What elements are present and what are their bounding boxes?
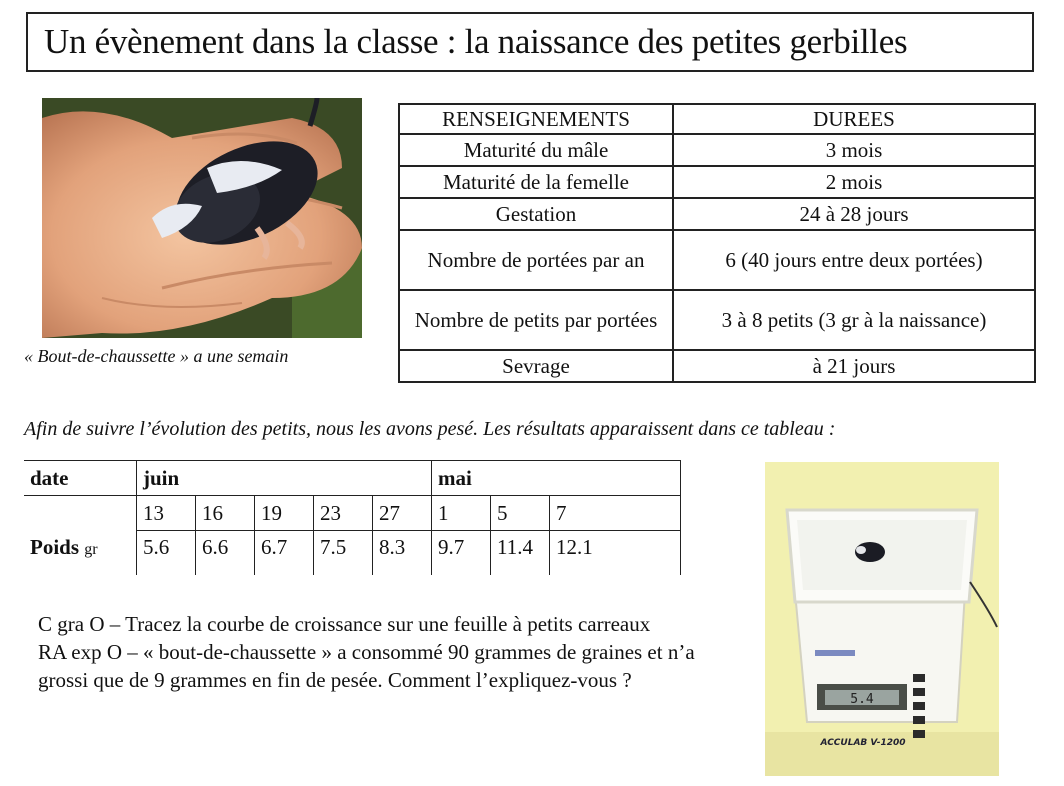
weight-cell: 6.7 (255, 531, 314, 576)
intro-text: Afin de suivre l’évolution des petits, nous les avons pesé. Les résultats apparaissent dans ce tableau : (24, 418, 836, 440)
weight-label: Poids gr (24, 531, 137, 576)
info-value: 3 mois (673, 134, 1035, 166)
instruction-question: RA exp O – « bout-de-chaussette » a consommé 90 grammes de graines et n’a grossi que de 9 grammes en fin de pesée. Comment l’expliquez-vous ? (38, 640, 695, 692)
day-cell: 7 (550, 496, 681, 531)
day-cell: 5 (491, 496, 550, 531)
weight-cell: 11.4 (491, 531, 550, 576)
gerbil-in-hand-photo (42, 98, 362, 338)
month-mai: mai (432, 461, 681, 496)
weight-cell: 5.6 (137, 531, 196, 576)
weight-cell: 6.6 (196, 531, 255, 576)
scale-brand: ACCULAB V-1200 (820, 738, 906, 748)
scale-photo (765, 462, 999, 776)
weight-cell: 12.1 (550, 531, 681, 576)
info-row (399, 166, 1035, 198)
info-label: Maturité de la femelle (399, 166, 673, 198)
info-row (399, 290, 1035, 350)
info-value: 24 à 28 jours (673, 198, 1035, 230)
weight-cell: 9.7 (432, 531, 491, 576)
weights-table (24, 460, 681, 575)
info-label: Maturité du mâle (399, 134, 673, 166)
weights-day-row (24, 496, 681, 531)
day-cell: 27 (373, 496, 432, 531)
date-label: date (24, 461, 137, 496)
info-row (399, 134, 1035, 166)
page-title: Un évènement dans la classe : la naissance des petites gerbilles (44, 22, 908, 61)
month-juin: juin (137, 461, 432, 496)
info-value: à 21 jours (673, 350, 1035, 382)
info-table-header (399, 104, 1035, 134)
info-table (398, 103, 1036, 383)
info-value: 6 (40 jours entre deux portées) (673, 230, 1035, 290)
weights-month-row (24, 461, 681, 496)
info-label: Nombre de portées par an (399, 230, 673, 290)
day-cell: 1 (432, 496, 491, 531)
weight-cell: 8.3 (373, 531, 432, 576)
info-row (399, 350, 1035, 382)
day-cell: 16 (196, 496, 255, 531)
day-cell: 23 (314, 496, 373, 531)
empty-cell (24, 496, 137, 531)
info-header-col1: RENSEIGNEMENTS (399, 104, 673, 134)
info-label: Gestation (399, 198, 673, 230)
instruction-graph: C gra O – Tracez la courbe de croissance sur une feuille à petits carreaux (38, 612, 651, 636)
title-box (26, 12, 1034, 72)
info-row (399, 198, 1035, 230)
info-value: 3 à 8 petits (3 gr à la naissance) (673, 290, 1035, 350)
scale-readout: 5.4 (850, 692, 874, 707)
info-row (399, 230, 1035, 290)
day-cell: 13 (137, 496, 196, 531)
instructions (38, 610, 718, 694)
weight-cell: 7.5 (314, 531, 373, 576)
day-cell: 19 (255, 496, 314, 531)
weights-value-row (24, 531, 681, 576)
photo-caption: « Bout-de-chaussette » a une semain (24, 346, 289, 366)
info-label: Nombre de petits par portées (399, 290, 673, 350)
info-header-col2: DUREES (673, 104, 1035, 134)
info-value: 2 mois (673, 166, 1035, 198)
info-label: Sevrage (399, 350, 673, 382)
